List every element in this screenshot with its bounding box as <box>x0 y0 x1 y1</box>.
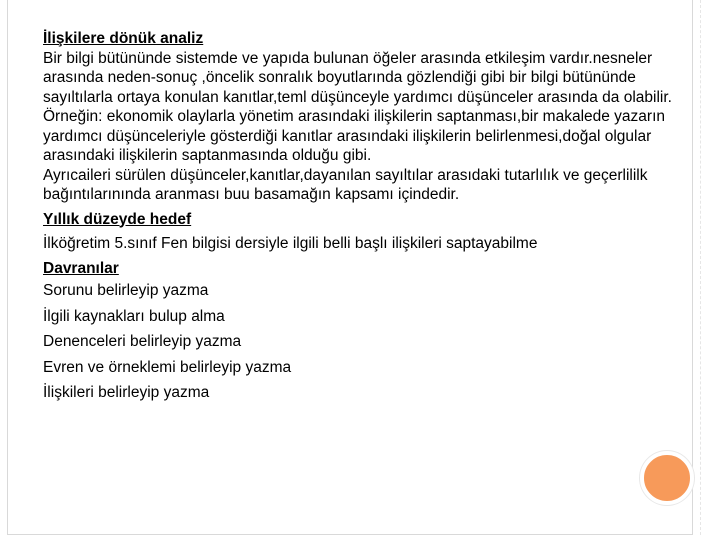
section-heading-behaviors: Davranılar <box>43 259 119 277</box>
paragraph-definition: Bir bilgi bütününde sistemde ve yapıda bulunan öğeler arasında etkileşim vardır.nesneler arasında neden-sonuç ,öncelik sonralık boyutlarında gözlendiği gibi bir bilgi bütününde sayıltılarla ortaya konulan kanıtlar,teml düşünceyle yardımcı düşünceler arasında da olabilir. <box>43 49 672 106</box>
paragraph-example: Örneğin: ekonomik olaylarla yönetim arasındaki ilişkilerin saptanması,bir makalede yazarın yardımcı düşünceleriyle gösterdiği kanıtlar arasındaki ilişkilerin belirlenmesi,doğal olgular arasındaki ilişkilerin saptanmasında olduğu gibi. <box>43 108 666 164</box>
behavior-item: Sorunu belirleyip yazma <box>43 282 209 299</box>
behavior-item: Evren ve örneklemi belirleyip yazma <box>43 358 292 376</box>
behavior-item: Denenceleri belirleyip yazma <box>43 333 242 350</box>
section-heading-relations: İlişkilere dönük analiz <box>43 30 204 47</box>
slide-frame-right-edge <box>700 0 710 535</box>
behavior-item: İlgili kaynakları bulup alma <box>43 307 225 325</box>
paragraph-additional: Ayrıcaileri sürülen düşünceler,kanıtlar,dayanılan sayıltılar arasıdaki tutarlılık ve geçerlililk bağıntılarınında aranması buu basamağın kapsamı içindedir. <box>43 166 648 203</box>
slide-content <box>43 29 683 406</box>
section-heading-annual-goal: Yıllık düzeyde hedef <box>43 210 192 228</box>
annual-goal-text: İlköğretim 5.sınıf Fen bilgisi dersiyle ilgili belli başlı ilişkileri saptayabilme <box>43 235 538 252</box>
behavior-item: İlişkileri belirleyip yazma <box>43 384 210 401</box>
accent-circle <box>640 451 694 505</box>
